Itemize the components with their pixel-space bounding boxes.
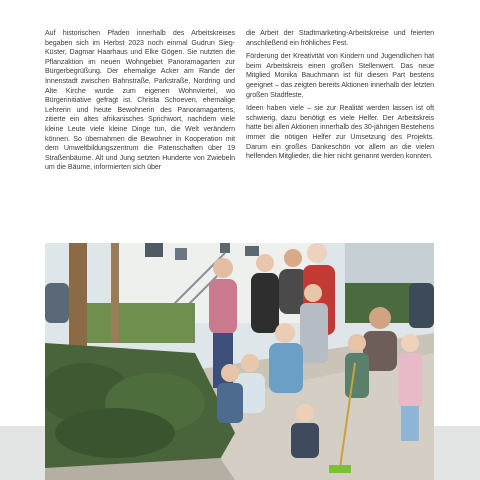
paragraph: Förderung der Kreativität von Kindern und Jugendlichen hat beim Arbeitskreis einen großen Stellenwert. Das neue Mitglied Monika Bauchmann ist für diesen Part bestens geeignet – das zeigten bereits Aktionen innerhalb der letzten großen Stadtfeste. xyxy=(246,52,434,99)
paragraph: die Arbeit der Stadtmarketing-Arbeitskreise und feierten anschließend ein fröhliches Fest. xyxy=(246,29,434,47)
group-photo-icon xyxy=(45,243,434,480)
text-column-right xyxy=(246,29,434,166)
paragraph: Auf historischen Pfaden innerhalb des Arbeitskreises begaben sich im Herbst 2023 noch einmal Gudrun Sieg-Küster, Dagmar Haarhaus und Elke Gögen. Sie nutzten die Pflanzaktion im neuen Wohngebiet Panoramagarten zur Bürgerbegrüßung. Der ehemalige Acker am Rande der Innenstadt zwischen Bahnstraße, Parkstraße, Nordring und Alte Kirche wurde zum eigenen Wohnviertel, wo Bürgerinitiative gefragt ist. Christa Schoeven, ehemalige Lehrerin und heute Bewohnerin des Panoramagartens, zitierte ein altes afrikanisches Sprichwort, nachdem viele kleine Leute viele kleine Dinge tun, die Welt verändern können. So übernahmen die Bewohner in Kooperation mit dem Umweltbildungszentrum die Patenschaften über 19 Straßenbäume. Alt und Jung setzten Hunderte von Zwiebeln um die Bäume, informierten sich über xyxy=(45,29,235,172)
group-photo xyxy=(45,243,434,480)
paragraph: Ideen haben viele – sie zur Realität werden lassen ist oft schwierig, dazu benötigt es viele Helfer. Der Arbeitskreis hatte bei allen Aktionen innerhalb des 30-jährigen Bestehens immer die nötigen Helfer zur Umsetzung des Projekts. Darum ein großes Dankeschön vor allem an die vielen helfenden Mitglieder, die hier nicht genannt werden konnten. xyxy=(246,104,434,161)
text-column-left xyxy=(45,29,235,177)
